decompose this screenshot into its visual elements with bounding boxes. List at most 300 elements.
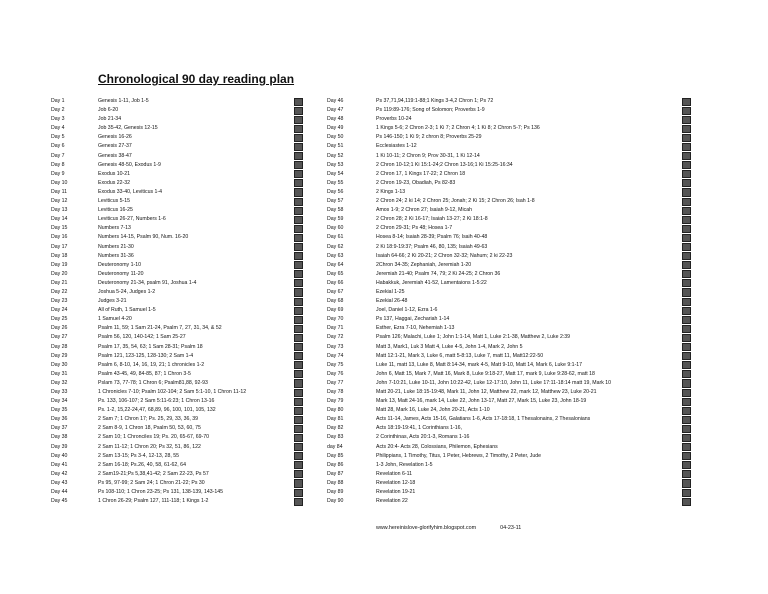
- footer: [376, 525, 521, 531]
- reading-text: 2 Sam 11-12; 1 Chron 20; Ps 32, 51, 86, 122: [98, 443, 201, 450]
- checkbox[interactable]: [682, 198, 691, 206]
- day-label: Day 58: [327, 207, 344, 214]
- reading-row: [327, 415, 693, 424]
- checkbox[interactable]: [294, 225, 303, 233]
- checkbox[interactable]: [294, 361, 303, 369]
- footer-url: www.hereinislove-glorifyhim.blogspot.com: [376, 525, 477, 531]
- day-label: Day 27: [51, 334, 68, 341]
- reading-row: [327, 197, 693, 206]
- reading-text: Amos 1-9; 2 Chron 27; Isaiah 9-12, Micah: [376, 207, 473, 214]
- day-label: Day 20: [51, 270, 68, 277]
- reading-text: Psalm 11, 59; 1 Sam 21-24, Psalm 7, 27, 31, 34, & 52: [98, 325, 222, 332]
- reading-row: [327, 343, 693, 352]
- reading-text: Genesis 16-26: [98, 134, 132, 141]
- reading-text: All of Ruth, 1 Samuel 1-5: [98, 307, 156, 314]
- reading-text: Ps 95, 97-99; 2 Sam 24; 1 Chron 21-22; Ps 30: [98, 479, 205, 486]
- checkbox[interactable]: [682, 107, 691, 115]
- checkbox[interactable]: [294, 461, 303, 469]
- reading-row: [327, 361, 693, 370]
- day-label: Day 65: [327, 270, 344, 277]
- day-label: Day 53: [327, 161, 344, 168]
- checkbox[interactable]: [682, 325, 691, 333]
- day-label: Day 60: [327, 225, 344, 232]
- reading-text: 2 Chron 29-31; Ps 48; Hosea 1-7: [376, 225, 453, 232]
- day-label: Day 42: [51, 470, 68, 477]
- reading-row: [51, 415, 307, 424]
- checkbox[interactable]: [682, 316, 691, 324]
- day-label: Day 48: [327, 116, 344, 123]
- reading-row: [327, 243, 693, 252]
- reading-text: 2 Sam 7; 1 Chron 17; Ps. 25, 29, 33, 36, 39: [98, 416, 199, 423]
- reading-row: [51, 488, 307, 497]
- reading-text: Exodus 33-40, Leviticus 1-4: [98, 188, 163, 195]
- day-label: Day 35: [51, 407, 68, 414]
- checkbox[interactable]: [682, 298, 691, 306]
- day-label: Day 26: [51, 325, 68, 332]
- reading-text: Matt 12:1-21, Mark 3, Luke 6, matt 5-8:13, Luke 7, matt 11, Matt12:22-50: [376, 352, 544, 359]
- day-label: Day 56: [327, 188, 344, 195]
- checkbox[interactable]: [682, 443, 691, 451]
- checkbox[interactable]: [294, 198, 303, 206]
- checkbox[interactable]: [294, 407, 303, 415]
- checkbox[interactable]: [294, 243, 303, 251]
- checkbox[interactable]: [294, 498, 303, 506]
- reading-row: [327, 352, 693, 361]
- reading-row: [51, 215, 307, 224]
- checkbox[interactable]: [682, 243, 691, 251]
- reading-row: [327, 306, 693, 315]
- checkbox[interactable]: [294, 279, 303, 287]
- checkbox[interactable]: [294, 298, 303, 306]
- day-label: Day 11: [51, 188, 68, 195]
- reading-text: Genesis 1-11, Job 1-5: [98, 98, 149, 104]
- day-label: Day 70: [327, 316, 344, 323]
- checkbox[interactable]: [682, 216, 691, 224]
- reading-text: Leviticus 26-27, Numbers 1-6: [98, 216, 166, 223]
- day-label: Day 25: [51, 316, 68, 323]
- reading-text: Ezekial 1-25: [376, 288, 405, 295]
- day-label: Day 31: [51, 370, 68, 377]
- reading-row: [327, 288, 693, 297]
- day-label: Day 63: [327, 252, 344, 259]
- checkbox[interactable]: [294, 179, 303, 187]
- checkbox[interactable]: [682, 489, 691, 497]
- checkbox[interactable]: [682, 461, 691, 469]
- reading-row: [327, 370, 693, 379]
- day-label: Day 21: [51, 279, 68, 286]
- day-label: Day 90: [327, 498, 344, 505]
- day-label: Day 75: [327, 361, 344, 368]
- reading-row: [51, 170, 307, 179]
- reading-text: Ps 37,71,94,119:1-88;1 Kings 3-4,2 Chron 1; Ps 72: [376, 98, 494, 104]
- day-label: Day 57: [327, 198, 344, 205]
- day-label: Day 82: [327, 425, 344, 432]
- day-label: Day 62: [327, 243, 344, 250]
- reading-row: [51, 324, 307, 333]
- day-label: Day 61: [327, 234, 344, 241]
- day-label: Day 39: [51, 443, 68, 450]
- reading-text: Numbers 14-15, Psalm 90, Num. 16-20: [98, 234, 189, 241]
- checkbox[interactable]: [682, 207, 691, 215]
- checkbox[interactable]: [294, 125, 303, 133]
- day-label: Day 6: [51, 143, 65, 150]
- footer-date: 04-23-11: [500, 525, 522, 531]
- reading-text: Job 21-34: [98, 116, 122, 123]
- day-label: Day 24: [51, 307, 68, 314]
- day-label: Day 80: [327, 407, 344, 414]
- checkbox[interactable]: [294, 479, 303, 487]
- day-label: Day 41: [51, 461, 68, 468]
- reading-row: [51, 206, 307, 215]
- checkbox[interactable]: [682, 389, 691, 397]
- reading-row: [327, 233, 693, 242]
- day-label: Day 14: [51, 216, 68, 223]
- reading-text: 1 Kings 5-6; 2 Chron 2-3; 1 Ki 7; 2 Chron 4; 1 Ki 8; 2 Chron 5-7; Ps 136: [376, 125, 540, 132]
- checkbox[interactable]: [682, 498, 691, 506]
- day-label: Day 72: [327, 334, 344, 341]
- day-label: Day 5: [51, 134, 65, 141]
- reading-row: [51, 343, 307, 352]
- day-label: Day 67: [327, 288, 344, 295]
- checkbox[interactable]: [294, 398, 303, 406]
- reading-text: Ps. 133, 106-107; 2 Sam 5:11-6:23; 1 Chron 13-16: [98, 398, 215, 405]
- reading-row: [327, 97, 693, 106]
- reading-row: [51, 243, 307, 252]
- reading-row: [327, 297, 693, 306]
- day-label: Day 45: [51, 498, 68, 505]
- day-label: Day 46: [327, 98, 344, 104]
- reading-text: Job 35-42, Genesis 12-15: [98, 125, 158, 132]
- day-label: Day 1: [51, 98, 65, 104]
- checkbox[interactable]: [294, 352, 303, 360]
- checkbox[interactable]: [682, 125, 691, 133]
- reading-text: Mark 13, Matt 24-16, mark 14, Luke 22, John 13-17, Matt 27, Mark 15, Luke 23, John 18-19: [376, 398, 587, 405]
- reading-row: [51, 288, 307, 297]
- checkbox[interactable]: [294, 370, 303, 378]
- checkbox[interactable]: [294, 307, 303, 315]
- reading-text: Psalm 121, 123-125, 128-130; 2 Sam 1-4: [98, 352, 194, 359]
- reading-text: Exodus 10-21: [98, 170, 131, 177]
- checkbox[interactable]: [294, 379, 303, 387]
- reading-text: Habakkuk, Jeremiah 41-52, Lamentaions 1-5:22: [376, 279, 487, 286]
- reading-text: 1 Chron 26-29; Psalm 127, 111-118; 1 Kings 1-2: [98, 498, 209, 505]
- checkbox[interactable]: [682, 252, 691, 260]
- reading-row: [327, 124, 693, 133]
- day-label: Day 69: [327, 307, 344, 314]
- reading-row: [327, 170, 693, 179]
- reading-row: [51, 197, 307, 206]
- reading-row: [51, 379, 307, 388]
- checkbox[interactable]: [294, 207, 303, 215]
- reading-text: 2 Chron 10-12;1 Ki 15:1-24;2 Chron 13-16;1 Ki 15:25-16:34: [376, 161, 513, 168]
- day-label: Day 89: [327, 489, 344, 496]
- checkbox[interactable]: [682, 452, 691, 460]
- reading-row: [51, 97, 307, 106]
- checkbox[interactable]: [294, 252, 303, 260]
- checkbox[interactable]: [294, 470, 303, 478]
- reading-text: 2 Chron 28; 2 Ki 16-17; Isaiah 13-27; 2 Ki 18:1-8: [376, 216, 488, 223]
- checkbox[interactable]: [682, 143, 691, 151]
- reading-row: [327, 479, 693, 488]
- reading-text: Hosea 8-14; Isaiah 28-39; Psalm 76; Isaih 40-48: [376, 234, 488, 241]
- checkbox[interactable]: [682, 179, 691, 187]
- checkbox[interactable]: [682, 225, 691, 233]
- checkbox[interactable]: [294, 170, 303, 178]
- checkbox[interactable]: [294, 143, 303, 151]
- day-label: Day 38: [51, 434, 68, 441]
- reading-row: [327, 161, 693, 170]
- checkbox[interactable]: [682, 261, 691, 269]
- day-label: Day 7: [51, 152, 65, 159]
- reading-text: Ps 108-110; 1 Chron 23-25; Ps 131, 138-139, 143-145: [98, 489, 224, 496]
- checkbox[interactable]: [294, 288, 303, 296]
- day-label: Day 78: [327, 389, 344, 395]
- day-label: Day 43: [51, 479, 68, 486]
- checkbox[interactable]: [294, 343, 303, 351]
- checkbox[interactable]: [682, 98, 691, 106]
- checkbox[interactable]: [682, 279, 691, 287]
- day-label: Day 88: [327, 479, 344, 486]
- reading-row: [51, 370, 307, 379]
- reading-text: 1 Samuel 4-20: [98, 316, 132, 323]
- reading-row: [327, 379, 693, 388]
- reading-row: [327, 397, 693, 406]
- reading-row: [327, 252, 693, 261]
- reading-text: Psalm 6, 8-10, 14, 16, 19, 21; 1 chronicles 1-2: [98, 361, 205, 368]
- day-label: Day 76: [327, 370, 344, 377]
- day-label: Day 55: [327, 179, 344, 186]
- day-label: Day 87: [327, 470, 344, 477]
- checkbox[interactable]: [294, 389, 303, 397]
- reading-row: [51, 306, 307, 315]
- day-label: Day 3: [51, 116, 65, 123]
- reading-row: [51, 333, 307, 342]
- checkbox[interactable]: [682, 379, 691, 387]
- reading-row: [51, 361, 307, 370]
- reading-row: [327, 206, 693, 215]
- reading-text: 2 Chron 17, 1 Kings 17-22; 2 Chron 18: [376, 170, 466, 177]
- reading-row: [51, 461, 307, 470]
- checkbox[interactable]: [294, 261, 303, 269]
- page-title: Chronological 90 day reading plan: [98, 72, 295, 86]
- reading-row: [51, 424, 307, 433]
- checkbox[interactable]: [294, 107, 303, 115]
- reading-row: [51, 188, 307, 197]
- reading-text: Philippians, 1 Timothy, Titus, 1 Peter, Hebrews, 2 Timothy, 2 Peter, Jude: [376, 452, 542, 459]
- reading-row: [51, 142, 307, 151]
- checkbox[interactable]: [682, 334, 691, 342]
- checkbox[interactable]: [294, 134, 303, 142]
- reading-text: 2 Sam 8-9, 1 Chron 18, Psalm 50, 53, 60, 75: [98, 425, 201, 432]
- day-label: Day 15: [51, 225, 68, 232]
- reading-text: 2 Sam 10; 1 Chronciles 19; Ps. 20, 65-67, 69-70: [98, 434, 210, 441]
- day-label: Day 9: [51, 170, 65, 177]
- checkbox[interactable]: [682, 234, 691, 242]
- reading-text: 2 Chron 19-23, Obadiah, Ps 82-83: [376, 179, 456, 186]
- day-label: Day 54: [327, 170, 344, 177]
- checkbox[interactable]: [682, 134, 691, 142]
- checkbox[interactable]: [682, 152, 691, 160]
- reading-row: [51, 479, 307, 488]
- checkbox[interactable]: [682, 470, 691, 478]
- day-label: day 84: [327, 443, 343, 450]
- day-label: Day 50: [327, 134, 344, 141]
- reading-row: [51, 297, 307, 306]
- checkbox[interactable]: [294, 452, 303, 460]
- reading-text: Exodus 22-32: [98, 179, 131, 186]
- day-label: Day 18: [51, 252, 68, 259]
- reading-row: [327, 188, 693, 197]
- reading-text: Matt 20-21, Luke 18:15-19:48, Mark 11, John 12, Matthew 22, mark 12, Matthew 23, Luke 20-21: [376, 389, 597, 395]
- checkbox[interactable]: [294, 489, 303, 497]
- reading-row: [51, 452, 307, 461]
- reading-text: Revelation 12-18: [376, 479, 416, 486]
- day-label: Day 83: [327, 434, 344, 441]
- reading-text: Ps. 1-2, 15,22-24,47, 68,89, 96, 100, 101, 105, 132: [98, 407, 216, 414]
- reading-row: [327, 215, 693, 224]
- reading-text: 1-3 John, Revelation 1-5: [376, 461, 433, 468]
- reading-row: [327, 115, 693, 124]
- checkbox[interactable]: [294, 425, 303, 433]
- reading-row: [51, 115, 307, 124]
- checkbox[interactable]: [294, 152, 303, 160]
- reading-row: [327, 133, 693, 142]
- day-label: Day 86: [327, 461, 344, 468]
- day-label: Day 22: [51, 288, 68, 295]
- day-label: Day 10: [51, 179, 68, 186]
- checkbox[interactable]: [682, 425, 691, 433]
- checkbox[interactable]: [682, 398, 691, 406]
- reading-column-right: [327, 97, 693, 506]
- reading-text: Esther, Ezra 7-10, Nehemiah 1-13: [376, 325, 455, 332]
- checkbox[interactable]: [682, 307, 691, 315]
- reading-text: 2 Corinthinas, Acts 20:1-3, Romans 1-16: [376, 434, 470, 441]
- reading-row: [327, 433, 693, 442]
- checkbox[interactable]: [682, 370, 691, 378]
- reading-row: [327, 424, 693, 433]
- reading-row: [51, 406, 307, 415]
- checkbox[interactable]: [294, 416, 303, 424]
- checkbox[interactable]: [294, 216, 303, 224]
- checkbox[interactable]: [682, 170, 691, 178]
- day-label: Day 19: [51, 261, 68, 268]
- reading-text: John 6, Matt 15, Mark 7, Matt 16, Mark 8, Luke 9:18-27, Matt 17, mark 9, Luke 9:28-62, matt 18: [376, 370, 595, 377]
- reading-text: Revelation 22: [376, 498, 408, 505]
- checkbox[interactable]: [682, 479, 691, 487]
- checkbox[interactable]: [294, 116, 303, 124]
- reading-text: Leviticus 5-15: [98, 198, 131, 205]
- reading-text: Ps 146-150; 1 Ki 9; 2 chron 8; Proverbs 25-29: [376, 134, 482, 141]
- checkbox[interactable]: [682, 352, 691, 360]
- reading-row: [51, 497, 307, 506]
- reading-text: Matt 3, Mark1, Luk 3 Matt 4, Luke 4-5, John 1-4, Mark 2, John 5: [376, 343, 523, 350]
- checkbox[interactable]: [294, 316, 303, 324]
- reading-text: Numbers 7-13: [98, 225, 131, 232]
- day-label: Day 32: [51, 379, 68, 386]
- day-label: Day 71: [327, 325, 344, 332]
- reading-text: Psalm 126; Malachi, Luke 1; John 1:1-14, Matt 1, Luke 2:1-38, Matthew 2, Luke 2:39: [376, 334, 571, 341]
- reading-text: Jeremiah 21-40; Psalm 74, 79; 2 Ki 24-25; 2 Chron 36: [376, 270, 501, 277]
- reading-row: [51, 133, 307, 142]
- reading-row: [327, 315, 693, 324]
- reading-text: Job 6-20: [98, 107, 119, 114]
- reading-row: [51, 124, 307, 133]
- reading-row: [327, 224, 693, 233]
- reading-text: Matt 28, Mark 16, Luke 24, John 20-21, Acts 1-10: [376, 407, 490, 414]
- checkbox[interactable]: [294, 98, 303, 106]
- reading-row: [327, 261, 693, 270]
- checkbox[interactable]: [682, 416, 691, 424]
- checkbox[interactable]: [294, 161, 303, 169]
- reading-row: [327, 497, 693, 506]
- checkbox[interactable]: [682, 434, 691, 442]
- day-label: Day 36: [51, 416, 68, 423]
- day-label: Day 4: [51, 125, 65, 132]
- reading-text: Luke 11, matt 13, Luke 8, Matt 8:14-34, mark 4-5, Matt 9-10, Matt 14, Mark 6, Luke 9:1-17: [376, 361, 583, 368]
- reading-row: [327, 452, 693, 461]
- checkbox[interactable]: [294, 270, 303, 278]
- day-label: Day 17: [51, 243, 68, 250]
- reading-row: [51, 152, 307, 161]
- reading-row: [327, 179, 693, 188]
- checkbox[interactable]: [294, 325, 303, 333]
- checkbox[interactable]: [682, 161, 691, 169]
- reading-text: Acts 11-14, James, Acts 15-16, Galatians 1-6, Acts 17-18:18, 1 Thesalonains, 2 Thesalonians: [376, 416, 591, 423]
- checkbox[interactable]: [294, 443, 303, 451]
- reading-text: Numbers 31-36: [98, 252, 134, 259]
- day-label: Day 12: [51, 198, 68, 205]
- reading-row: [51, 470, 307, 479]
- checkbox[interactable]: [682, 288, 691, 296]
- checkbox[interactable]: [682, 407, 691, 415]
- reading-text: Joshua 5-24, Judges 1-2: [98, 288, 156, 295]
- checkbox[interactable]: [294, 188, 303, 196]
- day-label: Day 68: [327, 298, 344, 305]
- day-label: Day 81: [327, 416, 344, 423]
- day-label: Day 34: [51, 398, 68, 405]
- checkbox[interactable]: [682, 188, 691, 196]
- reading-text: Proverbs 10-24: [376, 116, 412, 123]
- reading-row: [327, 324, 693, 333]
- reading-text: Genesis 48-50, Exodus 1-9: [98, 161, 161, 168]
- checkbox[interactable]: [294, 334, 303, 342]
- day-label: Day 30: [51, 361, 68, 368]
- reading-text: Pslam 73, 77-78; 1 Chron 6; Psalm81,88, 92-93: [98, 379, 208, 386]
- day-label: Day 74: [327, 352, 344, 359]
- reading-text: 2 Chron 24; 2 ki 14; 2 Chron 25; Jonah; 2 Ki 15; 2 Chron 26; Isah 1-8: [376, 198, 535, 205]
- day-label: Day 49: [327, 125, 344, 132]
- day-label: Day 52: [327, 152, 344, 159]
- reading-row: [327, 142, 693, 151]
- reading-row: [51, 179, 307, 188]
- reading-row: [327, 488, 693, 497]
- reading-text: Deuteronomy 21-34, psalm 91, Joshua 1-4: [98, 279, 197, 286]
- day-label: Day 37: [51, 425, 68, 432]
- checkbox[interactable]: [682, 343, 691, 351]
- day-label: Day 47: [327, 107, 344, 114]
- checkbox[interactable]: [294, 434, 303, 442]
- reading-text: Psalm 43-45, 49, 84-85, 87; 1 Chron 3-5: [98, 370, 191, 377]
- day-label: Day 2: [51, 107, 65, 114]
- reading-row: [327, 461, 693, 470]
- checkbox[interactable]: [682, 116, 691, 124]
- reading-text: Revelation 19-21: [376, 489, 416, 496]
- reading-text: Ps 137, Haggai, Zechariah 1-14: [376, 316, 450, 323]
- checkbox[interactable]: [682, 270, 691, 278]
- checkbox[interactable]: [682, 361, 691, 369]
- checkbox[interactable]: [294, 234, 303, 242]
- reading-text: Ps 119:89-176; Song of Solomon; Proverbs 1-9: [376, 107, 485, 114]
